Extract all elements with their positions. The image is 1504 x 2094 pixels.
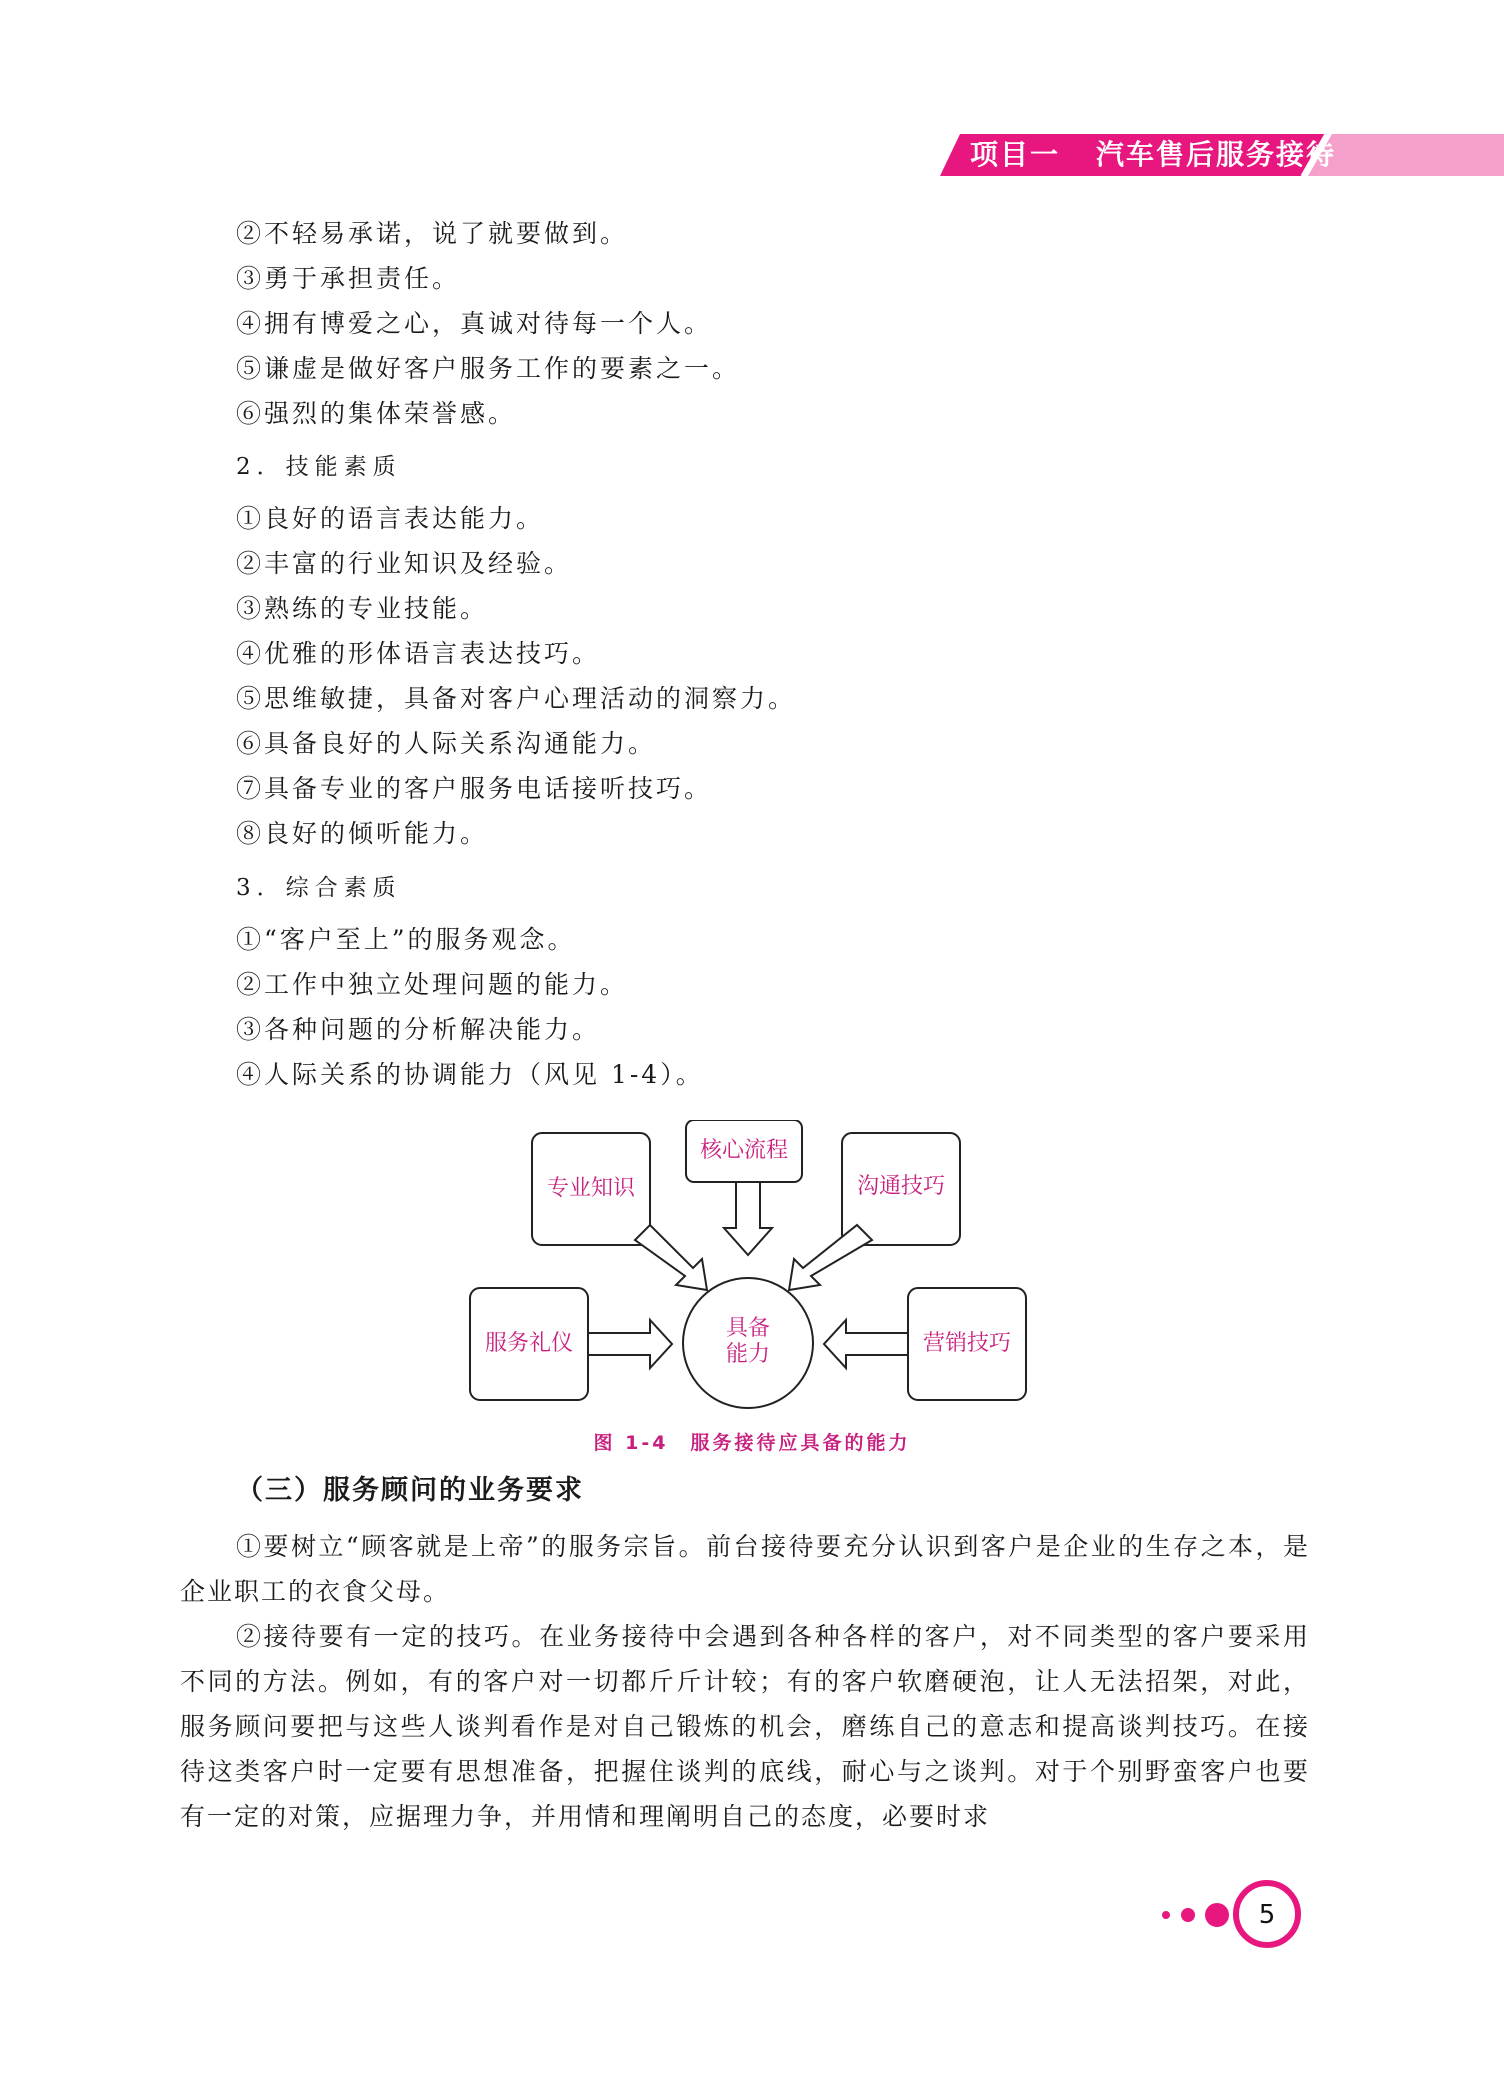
- arrow-etiquette: [588, 1320, 672, 1368]
- label-etiquette: 服务礼仪: [484, 1331, 573, 1356]
- chapter-title: 汽车售后服务接待: [1096, 138, 1337, 171]
- list-item: ②不轻易承诺，说了就要做到。: [236, 219, 629, 248]
- page-number: 5: [1258, 1900, 1276, 1930]
- list-item: ④优雅的形体语言表达技巧。: [236, 639, 601, 668]
- banner-title: [970, 138, 1336, 172]
- list-item: ⑤谦虚是做好客户服务工作的要素之一。: [236, 354, 741, 383]
- list-item: ⑦具备专业的客户服务电话接听技巧。: [236, 774, 713, 803]
- project-label: 项目一: [970, 138, 1061, 171]
- list-item: ⑤思维敏捷，具备对客户心理活动的洞察力。: [236, 684, 797, 713]
- center-label-line1: 具备: [725, 1316, 770, 1341]
- list-item: ⑥强烈的集体荣誉感。: [236, 399, 517, 428]
- list-item: ②工作中独立处理问题的能力。: [236, 970, 629, 999]
- list-item: ③熟练的专业技能。: [236, 594, 489, 623]
- figure-abilities-diagram: [460, 1120, 1040, 1420]
- subheading-comprehensive: 3．综合素质: [236, 875, 402, 901]
- label-knowledge: 专业知识: [546, 1176, 635, 1201]
- list-item: ①良好的语言表达能力。: [236, 504, 545, 533]
- subheading-skills: 2．技能素质: [236, 454, 402, 480]
- figure-caption: 图 1-4 服务接待应具备的能力: [593, 1432, 911, 1454]
- list-item: ①“客户至上”的服务观念。: [236, 925, 576, 954]
- label-communication: 沟通技巧: [856, 1174, 945, 1199]
- arrow-process: [724, 1182, 772, 1255]
- arrow-communication: [789, 1225, 872, 1290]
- section-title: （三）服务顾问的业务要求: [236, 1475, 584, 1506]
- list-item: ⑥具备良好的人际关系沟通能力。: [236, 729, 657, 758]
- label-marketing: 营销技巧: [922, 1331, 1011, 1356]
- arrow-marketing: [824, 1320, 908, 1368]
- list-item: ④人际关系的协调能力（风见 1-4）。: [236, 1060, 704, 1089]
- list-item: ②丰富的行业知识及经验。: [236, 549, 573, 578]
- paragraph: ②接待要有一定的技巧。在业务接待中会遇到各种各样的客户，对不同类型的客户要采用不同的方法。例如，有的客户对一切都斤斤计较；有的客户软磨硬泡，让人无法招架，对此，服务顾问要把与这些人谈判看作是对自己锻炼的机会，磨练自己的意志和提高谈判技巧。在接待这类客户时一定要有思想准备，把握住谈判的底线，耐心与之谈判。对于个别野蛮客户也要有一定的对策，应据理力争，并用情和理阐明自己的态度，必要时求: [180, 1622, 1310, 1831]
- list-item: ④拥有博爱之心，真诚对待每一个人。: [236, 309, 713, 338]
- label-process: 核心流程: [699, 1138, 788, 1163]
- paragraph: ①要树立“顾客就是上帝”的服务宗旨。前台接待要充分认识到客户是企业的生存之本，是企业职工的衣食父母。: [180, 1532, 1310, 1606]
- diagram-shapes: [460, 1120, 1040, 1420]
- arrow-knowledge: [635, 1225, 707, 1290]
- list-item: ③勇于承担责任。: [236, 264, 461, 293]
- chapter-banner: [940, 134, 1504, 176]
- list-item: ③各种问题的分析解决能力。: [236, 1015, 601, 1044]
- list-item: ⑧良好的倾听能力。: [236, 819, 489, 848]
- center-label-line2: 能力: [725, 1342, 770, 1367]
